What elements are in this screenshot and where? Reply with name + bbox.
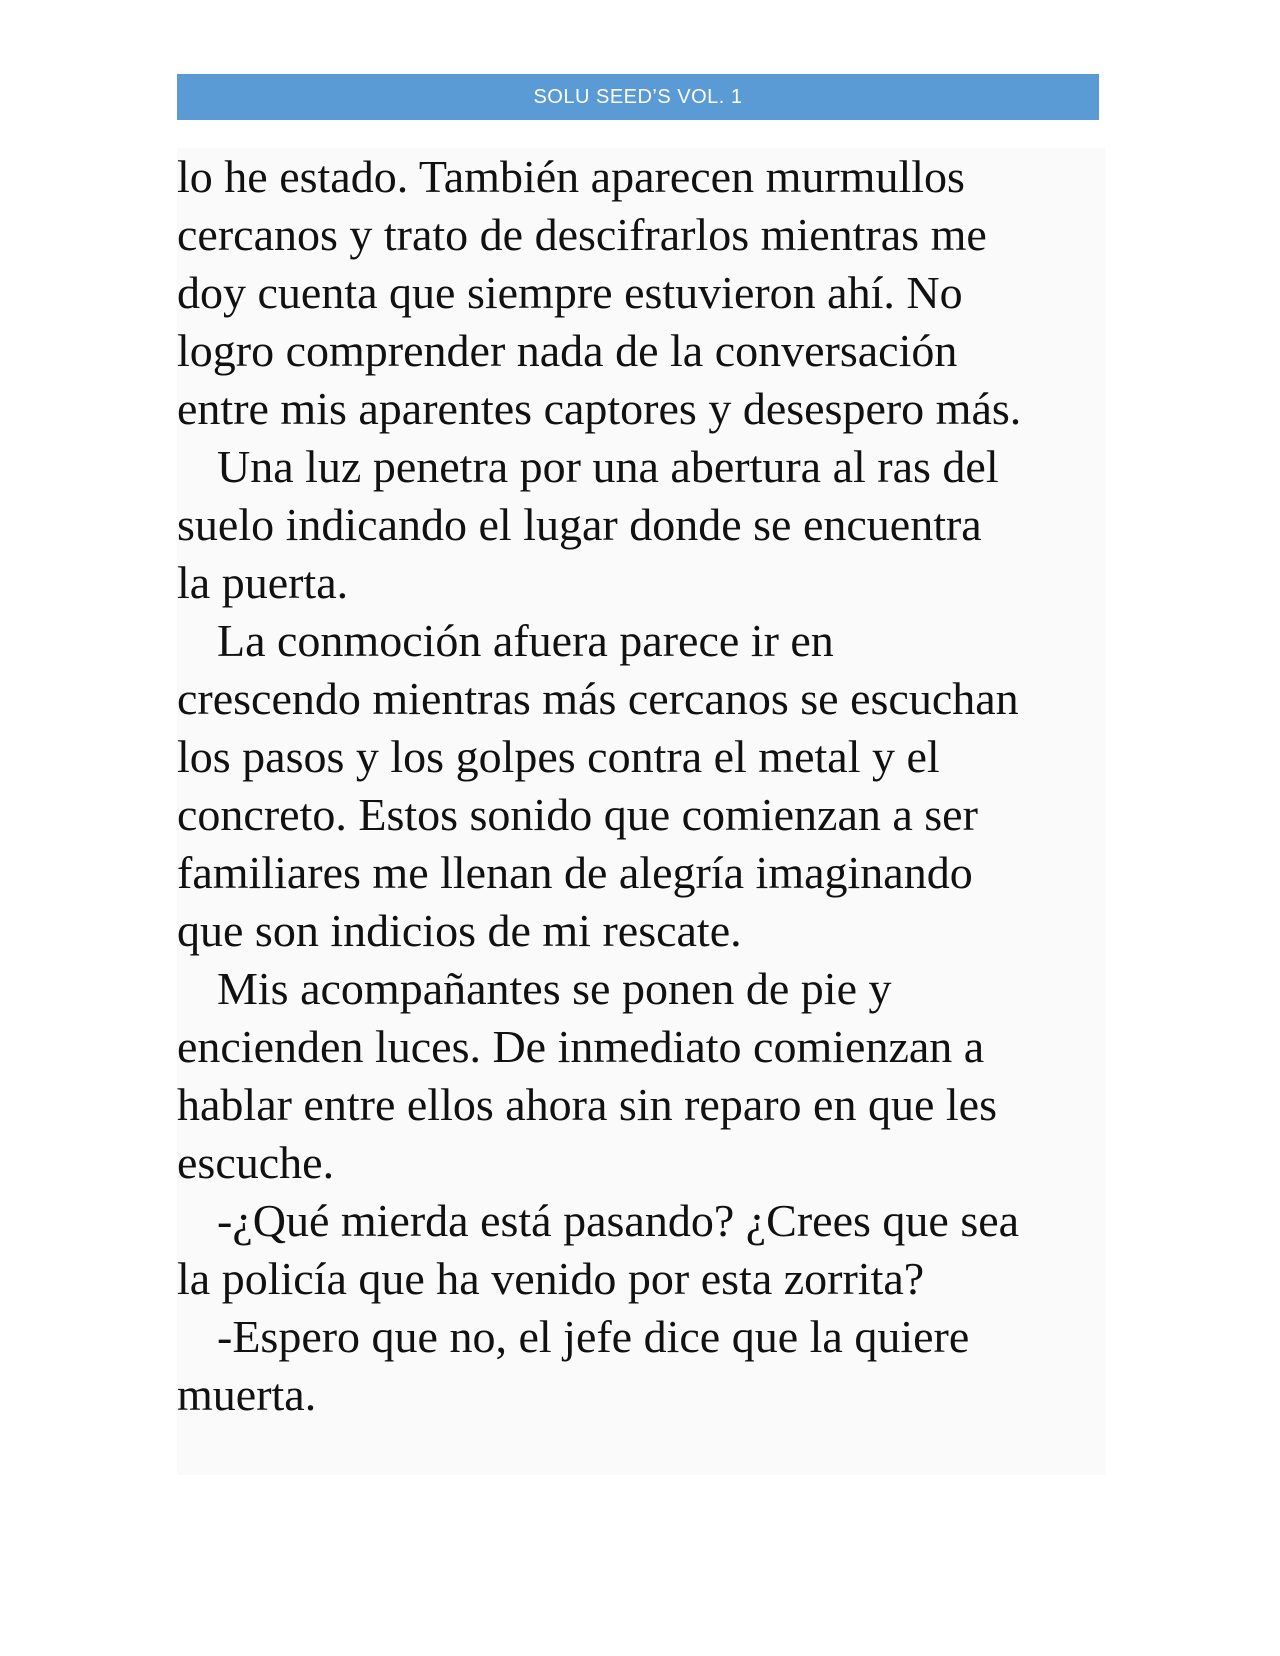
text-line: suelo indicando el lugar donde se encuentra [177,499,982,550]
text-line: hablar entre ellos ahora sin reparo en que les [177,1079,997,1130]
text-line: escuche. [177,1137,335,1188]
text-line: -¿Qué mierda está pasando? ¿Crees que sea [217,1195,1020,1246]
text-line: La conmoción afuera parece ir en [217,615,834,666]
page-body [177,148,1105,1475]
paragraph [177,960,1105,1192]
text-line: la policía que ha venido por esta zorrita? [177,1253,925,1304]
paragraph [177,612,1105,960]
text-line: entre mis aparentes captores y desespero más. [177,383,1022,434]
paragraph [177,1308,1105,1424]
paragraph [177,148,1105,438]
text-line: concreto. Estos sonido que comienzan a ser [177,789,978,840]
text-line: muerta. [177,1369,317,1420]
running-header [177,74,1099,120]
text-line: familiares me llenan de alegría imaginando [177,847,973,898]
text-line: encienden luces. De inmediato comienzan a [177,1021,985,1072]
text-line: Una luz penetra por una abertura al ras del [217,441,999,492]
text-line: Mis acompañantes se ponen de pie y [217,963,892,1014]
text-line: doy cuenta que siempre estuvieron ahí. No [177,267,963,318]
text-line: la puerta. [177,557,349,608]
text-line: logro comprender nada de la conversación [177,325,958,376]
paragraph [177,1192,1105,1308]
text-line: lo he estado. También aparecen murmullos [177,151,965,202]
paragraph [177,438,1105,612]
header-title: SOLU SEED’S VOL. 1 [533,85,743,108]
text-line: -Espero que no, el jefe dice que la quiere [217,1311,970,1362]
text-line: que son indicios de mi rescate. [177,905,742,956]
text-line: crescendo mientras más cercanos se escuchan [177,673,1019,724]
text-line: los pasos y los golpes contra el metal y el [177,731,940,782]
text-line: cercanos y trato de descifrarlos mientras me [177,209,987,260]
